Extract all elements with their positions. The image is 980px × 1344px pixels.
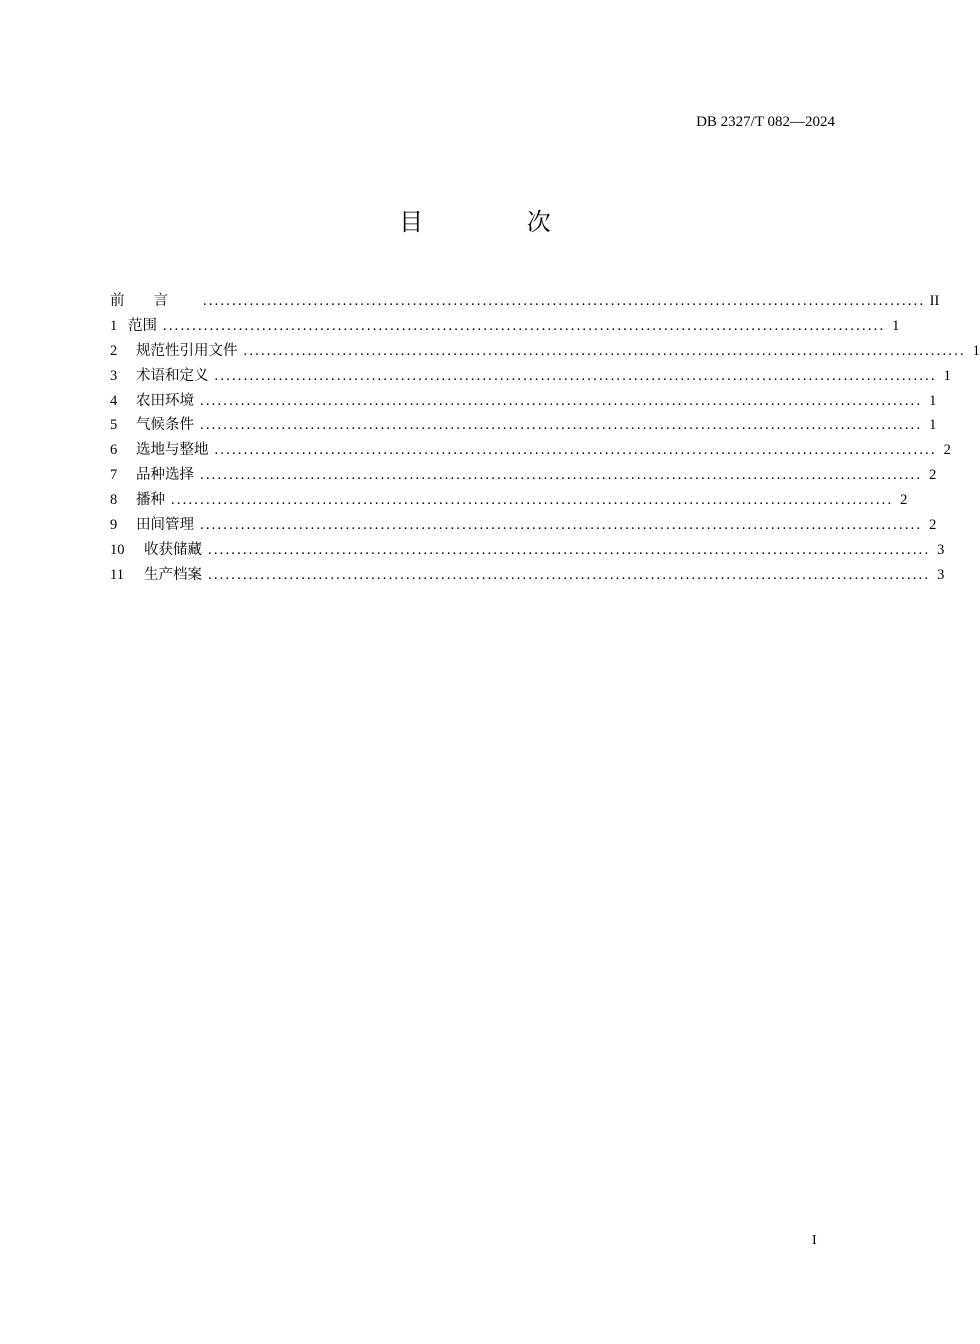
toc-leader: ............................................................................................................................ [208,541,931,558]
toc-entry-page: II [929,293,940,309]
toc-entry-9[interactable] [110,513,937,538]
toc-leader: ............................................................................................................................ [171,492,894,509]
toc-leader: ............................................................................................................................ [214,367,937,384]
toc-leader: ............................................................................................................................ [200,517,923,534]
toc-entry-title: 气候条件 [136,417,194,434]
toc-entry-page: 1 [972,342,980,359]
toc-entry-1[interactable] [110,314,900,339]
toc-entry-number: 10 [110,541,125,558]
document-code: DB 2327/T 082—2024 [696,114,835,130]
toc-entry-3[interactable] [110,364,951,389]
toc-entry-foreword[interactable] [110,289,940,314]
toc-entry-number: 11 [110,566,124,583]
toc-entry-title: 收获储藏 [144,541,202,558]
toc-entry-page: 2 [943,442,951,459]
toc-entry-title: 术语和定义 [136,367,209,384]
toc-entry-label [110,364,211,389]
toc-entry-number: 6 [110,442,118,459]
toc-entry-title: 生产档案 [144,566,202,583]
toc-entry-number: 3 [110,367,118,384]
toc-entry-page: 2 [900,492,908,509]
toc-entry-label [110,314,159,339]
toc-entry-title: 品种选择 [136,467,194,484]
toc-entry-label [110,513,196,538]
toc-entry-page: 1 [892,317,900,334]
toc-leader: ............................................................................................................................ [208,566,931,583]
toc-entry-7[interactable] [110,463,937,488]
toc-entry-page: 2 [929,467,937,484]
toc-entry-number: 2 [110,342,118,359]
toc-entry-number: 5 [110,417,118,434]
page-number: I [812,1233,817,1248]
toc-entry-label [110,463,196,488]
toc-entry-label [110,538,204,563]
toc-entry-page: 1 [943,367,951,384]
toc-entry-title: 播种 [136,492,165,509]
toc-entry-11[interactable] [110,563,945,588]
toc-entry-number: 4 [110,392,118,409]
table-of-contents [110,289,980,588]
toc-entry-number: 9 [110,517,118,534]
toc-entry-label [110,413,196,438]
toc-entry-label [110,389,196,414]
toc-leader: ............................................................................................................................ [163,317,886,334]
toc-leader: ............................................................................................................................ [200,467,923,484]
toc-entry-8[interactable] [110,488,908,513]
toc-entry-title: 规范性引用文件 [136,342,238,359]
toc-entry-number: 8 [110,492,118,509]
toc-entry-page: 1 [929,392,937,409]
toc-entry-label [110,563,204,588]
toc-leader: ............................................................................................................................ [200,392,923,409]
toc-title: 目 次 [399,208,599,236]
toc-entry-page: 3 [937,541,945,558]
toc-entry-label [110,339,240,364]
toc-entry-label [110,488,167,513]
toc-entry-title: 前言 [110,293,197,309]
toc-entry-4[interactable] [110,389,937,414]
toc-leader: ............................................................................................................................ [200,417,923,434]
toc-entry-title: 选地与整地 [136,442,209,459]
toc-entry-number: 1 [110,317,118,334]
toc-entry-page: 2 [929,517,937,534]
toc-entry-10[interactable] [110,538,945,563]
toc-entry-number: 7 [110,467,118,484]
toc-entry-5[interactable] [110,413,937,438]
toc-leader: ............................................................................................................................ [203,293,926,309]
toc-entry-title: 田间管理 [136,517,194,534]
toc-entry-6[interactable] [110,438,951,463]
toc-leader: ............................................................................................................................ [243,342,966,359]
toc-entry-page: 3 [937,566,945,583]
toc-leader: ............................................................................................................................ [214,442,937,459]
toc-entry-title: 范围 [128,317,157,334]
toc-entry-page: 1 [929,417,937,434]
toc-entry-2[interactable] [110,339,980,364]
toc-entry-label [110,438,211,463]
toc-entry-title: 农田环境 [136,392,194,409]
